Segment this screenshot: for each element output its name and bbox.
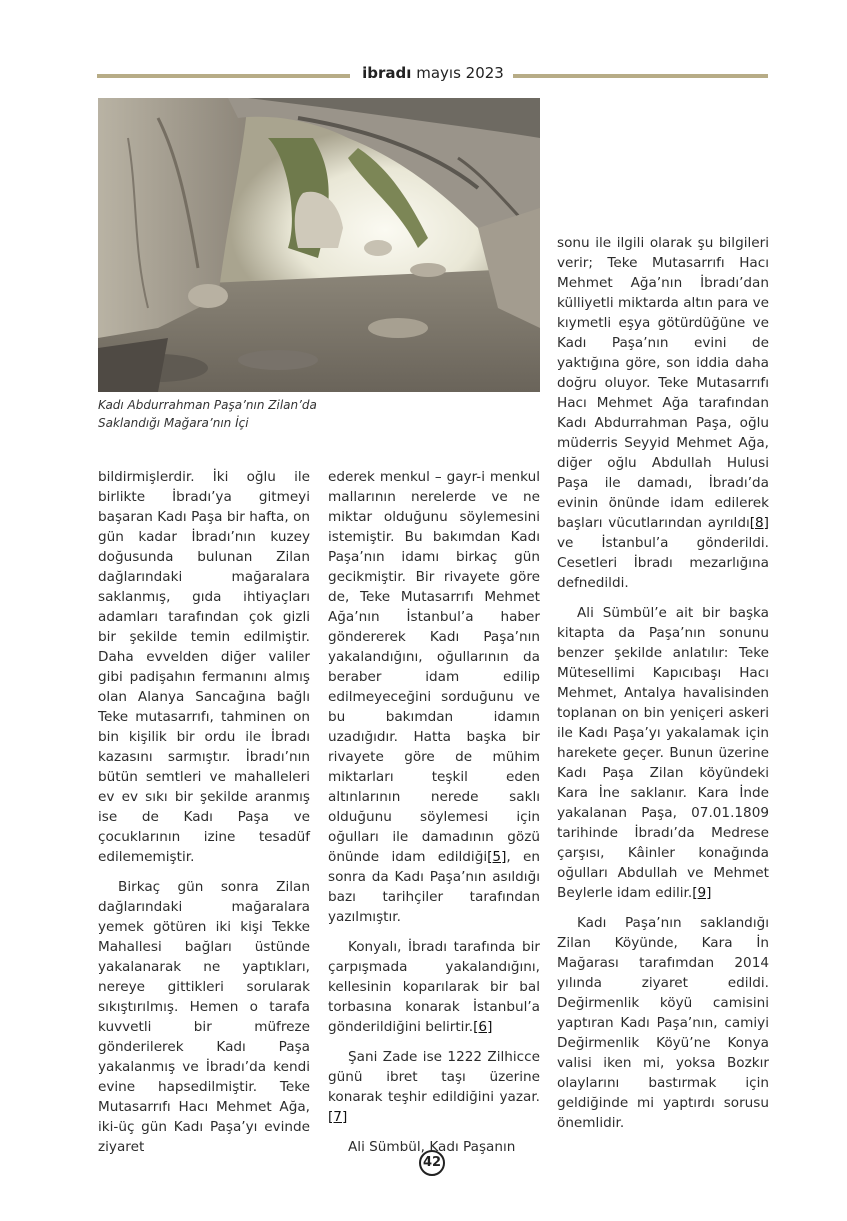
paragraph: Ali Sümbül, Kadı Paşanın [348, 1139, 516, 1155]
page-number: 42 [419, 1150, 445, 1176]
footnote-link-7[interactable]: [7] [328, 1109, 348, 1125]
running-header [97, 64, 768, 84]
paragraph [557, 603, 769, 903]
photo-caption [98, 396, 338, 432]
footnote-link-6[interactable]: [6] [473, 1019, 493, 1035]
header-rule-left [97, 74, 350, 78]
text-column-3 [557, 233, 769, 1143]
text-column-1 [98, 467, 310, 1167]
paragraph: Birkaç gün sonra Zilan dağlarındaki mağaralara yemek götüren iki kişi Tekke Mahallesi bağları üstünde yakalanarak ne yaptıkları, nereye gittikleri sorularak sıkıştırılmış. Hemen o tarafa kuvvetli bir müfreze gönderilerek Kadı Paşa yakalanmış ve İbradı’da kendi evine hapsedilmiştir. Teke Mutasarrıfı Hacı Mehmet Ağa, iki-üç gün Kadı Paşa’yı evinde ziyaret [98, 879, 310, 1155]
paragraph-text: Konyalı, İbradı tarafında bir çarpışmada yakalandığını, kellesinin koparılarak bir bal torbasına konarak İstanbul’a gönderildiğini belirtir. [328, 939, 540, 1035]
magazine-name: ibradı [362, 64, 412, 82]
paragraph-text: ederek menkul – gayr-i menkul mallarının nerelerde ve ne miktar olduğunu söylemesini istemiştir. Bu bakımdan Kadı Paşa’nın idamı birkaç gün gecikmiştir. Bir rivayete göre de, Teke Mutasarrıfı Mehmet Ağa’nın İstanbul’a haber göndererek Kadı Paşa’nın yakalandığını, oğullarının da beraber idam edilip edilmeyeceğini sorduğunu ve bu bakımdan idamın uzadığıdır. Hatta başka bir rivayete göre de mühim miktarları teşkil eden altınlarının nerede saklı olduğunu söylemesi için oğulları ile damadının gözü önünde idam edildiği [328, 469, 540, 865]
paragraph-text: Ali Sümbül’e ait bir başka kitapta da Paşa’nın sonunu benzer şekilde anlatılır: Teke Mütesellimi Kapıcıbaşı Hacı Mehmet, Antalya havalisinden toplanan on bin yeniçeri askeri ile Kadı Paşa’yı yakalamak için harekete geçer. Bunun üzerine Kadı Paşa Zilan köyündeki Kara İne saklanır. Kara İnde yakalanan Paşa, 07.01.1809 tarihinde İbradı’da Medrese çarşısı, Kâinler konağında oğulları Abdullah ve Mehmet Beylerle idam edilir. [557, 605, 769, 901]
caption-line-2: Saklandığı Mağara’nın İçi [98, 416, 249, 430]
caption-line-1: Kadı Abdurrahman Paşa’nın Zilan’da [98, 398, 317, 412]
footnote-link-8[interactable]: [8] [749, 515, 769, 531]
paragraph-text: ve İstanbul’a gönderildi. Cesetleri İbradı mezarlığına defnedildi. [557, 535, 769, 591]
paragraph-text: , en sonra da Kadı Paşa’nın asıldığı bazı tarihçiler tarafından yazılmıştır. [328, 849, 541, 925]
paragraph [328, 937, 540, 1037]
footnote-link-5[interactable]: [5] [487, 849, 507, 865]
cave-interior-image [98, 98, 540, 392]
footnote-link-9[interactable]: [9] [692, 885, 712, 901]
text-column-2 [328, 467, 540, 1167]
issue-date: mayıs 2023 [416, 64, 504, 82]
paragraph: Kadı Paşa’nın saklandığı Zilan Köyünde, Kara İn Mağarası tarafımdan 2014 yılında ziyaret edildi. Değirmenlik köyü camisini yaptıran Kadı Paşa’nın, camiyi Değirmenlik Köyü’ne Konya valisi iken mi, yoksa Bozkır olaylarını bastırmak için geldiğinde mi yaptırdı sorusu önemlidir. [557, 915, 769, 1131]
paragraph [328, 467, 540, 927]
paragraph-text: Şani Zade ise 1222 Zilhicce günü ibret taşı üzerine konarak teşhir edildiğini yazar. [328, 1049, 540, 1105]
paragraph: bildirmişlerdir. İki oğlu ile birlikte İbradı’ya gitmeyi başaran Kadı Paşa bir hafta, on gün kadar İbradı’nın kuzey doğusunda bulunan Zilan dağlarındaki mağaralara saklanmış, gıda ihtiyaçları adamları tarafından çok gizli bir şekilde temin edilmiştir. Daha evvelden diğer valiler gibi padişahın fermanını almış olan Alanya Sancağına bağlı Teke mutasarrıfı, tahminen on bin kişilik bir ordu ile İbradı kazasını sarmıştır. İbradı’nın bütün semtleri ve mahalleleri ev ev sıkı bir şekilde aranmış ise de Kadı Paşa ve çocuklarının izine tesadüf edilememiştir. [98, 469, 310, 865]
cave-photo [98, 98, 540, 392]
paragraph [328, 1047, 540, 1127]
header-title [355, 64, 511, 82]
header-rule-right [513, 74, 768, 78]
paragraph-text: sonu ile ilgili olarak şu bilgileri verir; Teke Mutasarrıfı Hacı Mehmet Ağa’nın İbradı’dan külliyetli miktarda altın para ve kıymetli eşya götürdüğüne ve Kadı Paşa’nın evini de yaktığına göre, son iddia daha doğru oluyor. Teke Mutasarrıfı Hacı Mehmet Ağa tarafından Kadı Abdurrahman Paşa, oğlu müderris Seyyid Mehmet Ağa, diğer oğlu Abdullah Hulusi Paşa ile damadı, İbradı’da evinin önünde idam edilerek başları vücutlarından ayrıldı [557, 235, 769, 531]
paragraph [557, 233, 769, 593]
